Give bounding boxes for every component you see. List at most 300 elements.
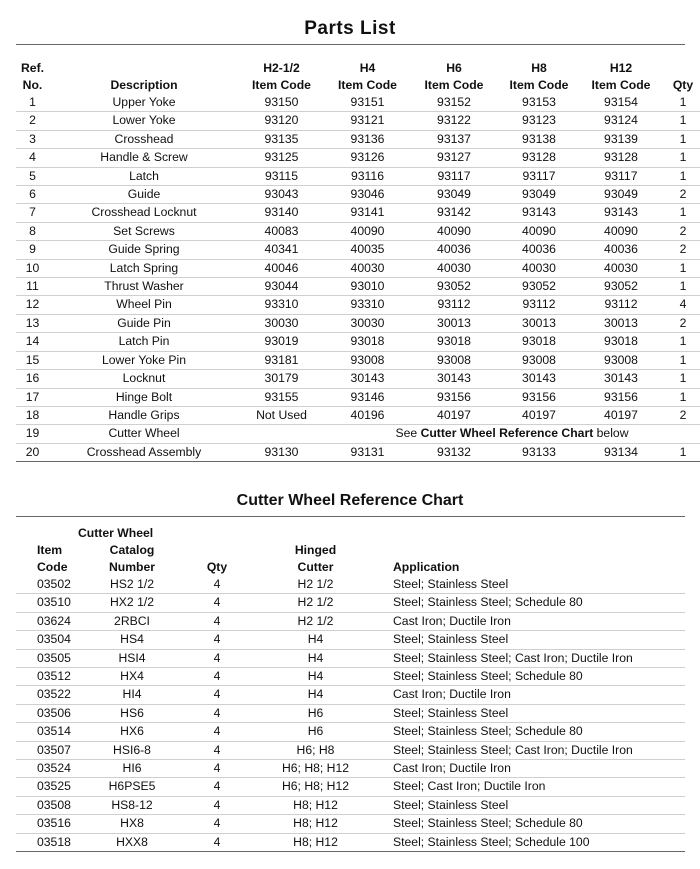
header-h2: H2-1/2 [263, 61, 300, 75]
ref-no: 1 [16, 94, 49, 112]
h12-item-code: 40036 [581, 241, 661, 259]
header-ref: Ref. [20, 61, 45, 75]
table-row [16, 94, 700, 112]
h2-item-code: 93310 [239, 296, 324, 314]
h6-item-code: 40090 [411, 222, 497, 240]
qty: 1 [661, 259, 700, 277]
h4-item-code: 93008 [324, 351, 411, 369]
cutter-wheel-note [239, 425, 700, 443]
table-row [16, 833, 685, 851]
ref-no: 2 [16, 112, 49, 130]
catalog-number: HI6 [72, 760, 192, 778]
item-code: 03510 [16, 594, 72, 612]
h12-item-code: 93143 [581, 204, 661, 222]
parts-list-header [16, 60, 700, 94]
table-row [16, 204, 700, 222]
item-code: 03508 [16, 796, 72, 814]
h12-item-code: 93008 [581, 351, 661, 369]
h2-item-code: 93181 [239, 351, 324, 369]
ref-no: 11 [16, 278, 49, 296]
qty: 2 [661, 186, 700, 204]
hinged-cutter: H2 1/2 [242, 612, 389, 630]
h2-item-code: 93130 [239, 443, 324, 461]
application: Steel; Stainless Steel; Schedule 80 [389, 594, 685, 612]
catalog-number: H6PSE5 [72, 778, 192, 796]
table-row [16, 351, 700, 369]
h12-item-code: 93154 [581, 94, 661, 112]
ref-no: 16 [16, 370, 49, 388]
qty: 4 [192, 704, 242, 722]
description: Guide Pin [49, 314, 239, 332]
catalog-number: HX6 [72, 723, 192, 741]
table-row [16, 649, 685, 667]
header-cutter-wheel: Cutter Wheel [78, 526, 154, 540]
hinged-cutter: H6 [242, 723, 389, 741]
table-row [16, 741, 685, 759]
h8-item-code: 40090 [497, 222, 581, 240]
table-row [16, 388, 700, 406]
h4-item-code: 30143 [324, 370, 411, 388]
note-chart-reference: Cutter Wheel Reference Chart [420, 426, 594, 441]
application: Cast Iron; Ductile Iron [389, 760, 685, 778]
header-qty: Qty [672, 78, 694, 92]
qty: 4 [192, 778, 242, 796]
table-row [16, 796, 685, 814]
h2-item-code: 30030 [239, 314, 324, 332]
h12-item-code: 40090 [581, 222, 661, 240]
h4-item-code: 93136 [324, 130, 411, 148]
item-code: 03516 [16, 815, 72, 833]
h2-item-code: 93043 [239, 186, 324, 204]
h8-item-code: 93008 [497, 351, 581, 369]
h6-item-code: 30013 [411, 314, 497, 332]
h6-item-code: 93112 [411, 296, 497, 314]
hinged-cutter: H8; H12 [242, 815, 389, 833]
note-text: See [395, 426, 421, 441]
h4-item-code: 93141 [324, 204, 411, 222]
qty: 4 [192, 833, 242, 851]
table-row [16, 686, 685, 704]
h12-item-code: 40197 [581, 406, 661, 424]
catalog-number: HS2 1/2 [72, 576, 192, 594]
description: Locknut [49, 370, 239, 388]
h12-item-code: 93156 [581, 388, 661, 406]
description: Hinge Bolt [49, 388, 239, 406]
ref-no: 17 [16, 388, 49, 406]
item-code: 03514 [16, 723, 72, 741]
h6-item-code: 93152 [411, 94, 497, 112]
qty: 2 [661, 241, 700, 259]
h6-item-code: 40030 [411, 259, 497, 277]
catalog-number: HSI6-8 [72, 741, 192, 759]
h12-item-code: 93049 [581, 186, 661, 204]
h12-item-code: 93124 [581, 112, 661, 130]
ref-no: 5 [16, 167, 49, 185]
ref-no: 8 [16, 222, 49, 240]
header-cutter: Cutter [297, 560, 334, 574]
h2-item-code: 40341 [239, 241, 324, 259]
qty: 4 [192, 760, 242, 778]
h6-item-code: 93052 [411, 278, 497, 296]
h12-item-code: 93018 [581, 333, 661, 351]
description: Lower Yoke [49, 112, 239, 130]
h8-item-code: 40030 [497, 259, 581, 277]
table-row [16, 112, 700, 130]
application: Steel; Stainless Steel; Schedule 80 [389, 815, 685, 833]
qty: 4 [192, 631, 242, 649]
ref-no: 14 [16, 333, 49, 351]
title-divider [16, 44, 685, 45]
h8-item-code: 93123 [497, 112, 581, 130]
table-row [16, 278, 700, 296]
ref-no: 18 [16, 406, 49, 424]
h6-item-code: 93156 [411, 388, 497, 406]
h4-item-code: 93121 [324, 112, 411, 130]
item-code: 03624 [16, 612, 72, 630]
ref-no: 20 [16, 443, 49, 461]
hinged-cutter: H4 [242, 631, 389, 649]
header-h8: H8 [531, 61, 547, 75]
qty: 1 [661, 278, 700, 296]
qty: 4 [192, 612, 242, 630]
table-row [16, 668, 685, 686]
h4-item-code: 93046 [324, 186, 411, 204]
qty: 1 [661, 370, 700, 388]
application: Steel; Stainless Steel [389, 796, 685, 814]
hinged-cutter: H6 [242, 704, 389, 722]
ref-no: 7 [16, 204, 49, 222]
table-row [16, 704, 685, 722]
table-row [16, 760, 685, 778]
item-code: 03524 [16, 760, 72, 778]
ref-no: 12 [16, 296, 49, 314]
catalog-number: HX2 1/2 [72, 594, 192, 612]
h4-item-code: 40196 [324, 406, 411, 424]
h4-item-code: 93151 [324, 94, 411, 112]
table-row [16, 723, 685, 741]
table-row [16, 149, 700, 167]
h12-item-code: 93139 [581, 130, 661, 148]
header-item-code: Item Code [252, 78, 311, 92]
qty: 2 [661, 222, 700, 240]
h6-item-code: 93008 [411, 351, 497, 369]
h8-item-code: 93133 [497, 443, 581, 461]
h12-item-code: 30013 [581, 314, 661, 332]
header-h12: H12 [609, 61, 633, 75]
h6-item-code: 93122 [411, 112, 497, 130]
qty: 1 [661, 388, 700, 406]
application: Steel; Stainless Steel [389, 631, 685, 649]
ref-no: 6 [16, 186, 49, 204]
table-row [16, 612, 685, 630]
qty: 1 [661, 333, 700, 351]
h8-item-code: 93128 [497, 149, 581, 167]
item-code: 03512 [16, 668, 72, 686]
catalog-number: HS4 [72, 631, 192, 649]
header-qty: Qty [206, 560, 228, 574]
cutter-wheel-body [16, 576, 685, 852]
h6-item-code: 93137 [411, 130, 497, 148]
table-row [16, 815, 685, 833]
h2-item-code: 40046 [239, 259, 324, 277]
header-item: Item [37, 543, 63, 557]
header-hinged: Hinged [294, 543, 337, 557]
qty: 1 [661, 112, 700, 130]
hinged-cutter: H4 [242, 668, 389, 686]
cutter-title-divider [16, 516, 685, 517]
hinged-cutter: H6; H8 [242, 741, 389, 759]
table-row [16, 241, 700, 259]
qty: 4 [192, 815, 242, 833]
hinged-cutter: H8; H12 [242, 833, 389, 851]
catalog-number: HS6 [72, 704, 192, 722]
table-row [16, 778, 685, 796]
qty: 1 [661, 94, 700, 112]
h2-item-code: 93115 [239, 167, 324, 185]
qty: 1 [661, 443, 700, 461]
qty: 4 [192, 668, 242, 686]
catalog-number: HS8-12 [72, 796, 192, 814]
catalog-number: HI4 [72, 686, 192, 704]
h6-item-code: 93142 [411, 204, 497, 222]
catalog-number: HX8 [72, 815, 192, 833]
h4-item-code: 93116 [324, 167, 411, 185]
h4-item-code: 30030 [324, 314, 411, 332]
description: Wheel Pin [49, 296, 239, 314]
item-code: 03502 [16, 576, 72, 594]
h6-item-code: 93018 [411, 333, 497, 351]
application: Steel; Stainless Steel; Schedule 80 [389, 723, 685, 741]
h12-item-code: 93128 [581, 149, 661, 167]
catalog-number: HXX8 [72, 833, 192, 851]
ref-no: 10 [16, 259, 49, 277]
item-code: 03518 [16, 833, 72, 851]
item-code: 03507 [16, 741, 72, 759]
qty: 1 [661, 149, 700, 167]
qty: 2 [661, 314, 700, 332]
h4-item-code: 93018 [324, 333, 411, 351]
item-code: 03525 [16, 778, 72, 796]
item-code: 03505 [16, 649, 72, 667]
qty: 4 [192, 649, 242, 667]
h6-item-code: 93132 [411, 443, 497, 461]
table-row [16, 425, 700, 443]
description: Guide Spring [49, 241, 239, 259]
ref-no: 19 [16, 425, 49, 443]
hinged-cutter: H6; H8; H12 [242, 760, 389, 778]
description: Latch Pin [49, 333, 239, 351]
header-code: Code [37, 560, 68, 574]
ref-no: 15 [16, 351, 49, 369]
h12-item-code: 93117 [581, 167, 661, 185]
header-item-code: Item Code [338, 78, 397, 92]
qty: 1 [661, 204, 700, 222]
description: Crosshead Assembly [49, 443, 239, 461]
qty: 1 [661, 130, 700, 148]
description: Latch [49, 167, 239, 185]
application: Cast Iron; Ductile Iron [389, 612, 685, 630]
h8-item-code: 93156 [497, 388, 581, 406]
h8-item-code: 93052 [497, 278, 581, 296]
h8-item-code: 40036 [497, 241, 581, 259]
table-row [16, 370, 700, 388]
description: Thrust Washer [49, 278, 239, 296]
h2-item-code: 93120 [239, 112, 324, 130]
table-row [16, 631, 685, 649]
table-row [16, 314, 700, 332]
hinged-cutter: H2 1/2 [242, 576, 389, 594]
hinged-cutter: H6; H8; H12 [242, 778, 389, 796]
h8-item-code: 30013 [497, 314, 581, 332]
catalog-number: 2RBCI [72, 612, 192, 630]
table-row [16, 186, 700, 204]
h4-item-code: 93126 [324, 149, 411, 167]
table-row [16, 130, 700, 148]
application: Steel; Stainless Steel; Schedule 80 [389, 668, 685, 686]
application: Steel; Stainless Steel; Cast Iron; Ductile Iron [389, 649, 685, 667]
cutter-chart-title: Cutter Wheel Reference Chart [236, 492, 464, 509]
table-row [16, 594, 685, 612]
h2-item-code: 93135 [239, 130, 324, 148]
description: Handle & Screw [49, 149, 239, 167]
h8-item-code: 40197 [497, 406, 581, 424]
item-code: 03504 [16, 631, 72, 649]
h8-item-code: 30143 [497, 370, 581, 388]
description: Lower Yoke Pin [49, 351, 239, 369]
description: Cutter Wheel [49, 425, 239, 443]
header-description: Description [110, 78, 178, 92]
header-h6: H6 [446, 61, 462, 75]
qty: 4 [192, 723, 242, 741]
qty: 1 [661, 351, 700, 369]
qty: 4 [192, 796, 242, 814]
h8-item-code: 93112 [497, 296, 581, 314]
h4-item-code: 93310 [324, 296, 411, 314]
qty: 4 [661, 296, 700, 314]
table-row [16, 222, 700, 240]
ref-no: 4 [16, 149, 49, 167]
qty: 4 [192, 576, 242, 594]
description: Guide [49, 186, 239, 204]
parts-list-table [16, 60, 700, 462]
application: Steel; Stainless Steel [389, 576, 685, 594]
h12-item-code: 93052 [581, 278, 661, 296]
application: Steel; Stainless Steel [389, 704, 685, 722]
item-code: 03506 [16, 704, 72, 722]
description: Upper Yoke [49, 94, 239, 112]
header-number: Number [108, 560, 156, 574]
hinged-cutter: H4 [242, 686, 389, 704]
h8-item-code: 93153 [497, 94, 581, 112]
description: Crosshead Locknut [49, 204, 239, 222]
h6-item-code: 93117 [411, 167, 497, 185]
item-code: 03522 [16, 686, 72, 704]
table-row [16, 167, 700, 185]
h4-item-code: 40030 [324, 259, 411, 277]
h4-item-code: 93146 [324, 388, 411, 406]
h4-item-code: 93131 [324, 443, 411, 461]
h4-item-code: 40090 [324, 222, 411, 240]
h6-item-code: 40197 [411, 406, 497, 424]
table-row [16, 406, 700, 424]
h6-item-code: 93127 [411, 149, 497, 167]
header-catalog: Catalog [109, 543, 155, 557]
parts-list-body [16, 94, 700, 462]
hinged-cutter: H4 [242, 649, 389, 667]
h4-item-code: 40035 [324, 241, 411, 259]
application: Steel; Cast Iron; Ductile Iron [389, 778, 685, 796]
header-item-code: Item Code [591, 78, 651, 92]
h8-item-code: 93049 [497, 186, 581, 204]
h2-item-code: 93125 [239, 149, 324, 167]
h6-item-code: 40036 [411, 241, 497, 259]
header-application: Application [393, 560, 460, 574]
header-no: No. [22, 78, 43, 92]
h2-item-code: Not Used [239, 406, 324, 424]
ref-no: 3 [16, 130, 49, 148]
h8-item-code: 93018 [497, 333, 581, 351]
table-row [16, 443, 700, 461]
application: Cast Iron; Ductile Iron [389, 686, 685, 704]
catalog-number: HSI4 [72, 649, 192, 667]
table-row [16, 333, 700, 351]
h2-item-code: 93044 [239, 278, 324, 296]
qty: 4 [192, 594, 242, 612]
ref-no: 13 [16, 314, 49, 332]
h2-item-code: 93155 [239, 388, 324, 406]
application: Steel; Stainless Steel; Schedule 100 [389, 833, 685, 851]
description: Handle Grips [49, 406, 239, 424]
application: Steel; Stainless Steel; Cast Iron; Ductile Iron [389, 741, 685, 759]
catalog-number: HX4 [72, 668, 192, 686]
h2-item-code: 93140 [239, 204, 324, 222]
h12-item-code: 30143 [581, 370, 661, 388]
h12-item-code: 93134 [581, 443, 661, 461]
h6-item-code: 30143 [411, 370, 497, 388]
h8-item-code: 93143 [497, 204, 581, 222]
h2-item-code: 30179 [239, 370, 324, 388]
qty: 4 [192, 686, 242, 704]
h4-item-code: 93010 [324, 278, 411, 296]
h2-item-code: 93019 [239, 333, 324, 351]
h8-item-code: 93138 [497, 130, 581, 148]
qty: 4 [192, 741, 242, 759]
h12-item-code: 93112 [581, 296, 661, 314]
header-h4: H4 [359, 61, 376, 75]
hinged-cutter: H2 1/2 [242, 594, 389, 612]
qty: 2 [661, 406, 700, 424]
table-row [16, 259, 700, 277]
qty: 1 [661, 167, 700, 185]
header-item-code: Item Code [424, 78, 484, 92]
description: Latch Spring [49, 259, 239, 277]
note-text: below [593, 426, 629, 441]
table-row [16, 576, 685, 594]
description: Crosshead [49, 130, 239, 148]
description: Set Screws [49, 222, 239, 240]
cutter-wheel-header [16, 525, 685, 576]
cutter-wheel-table [16, 525, 685, 852]
h2-item-code: 93150 [239, 94, 324, 112]
ref-no: 9 [16, 241, 49, 259]
header-item-code: Item Code [509, 78, 569, 92]
hinged-cutter: H8; H12 [242, 796, 389, 814]
h2-item-code: 40083 [239, 222, 324, 240]
h8-item-code: 93117 [497, 167, 581, 185]
h12-item-code: 40030 [581, 259, 661, 277]
parts-list-title: Parts List [304, 18, 396, 39]
h6-item-code: 93049 [411, 186, 497, 204]
